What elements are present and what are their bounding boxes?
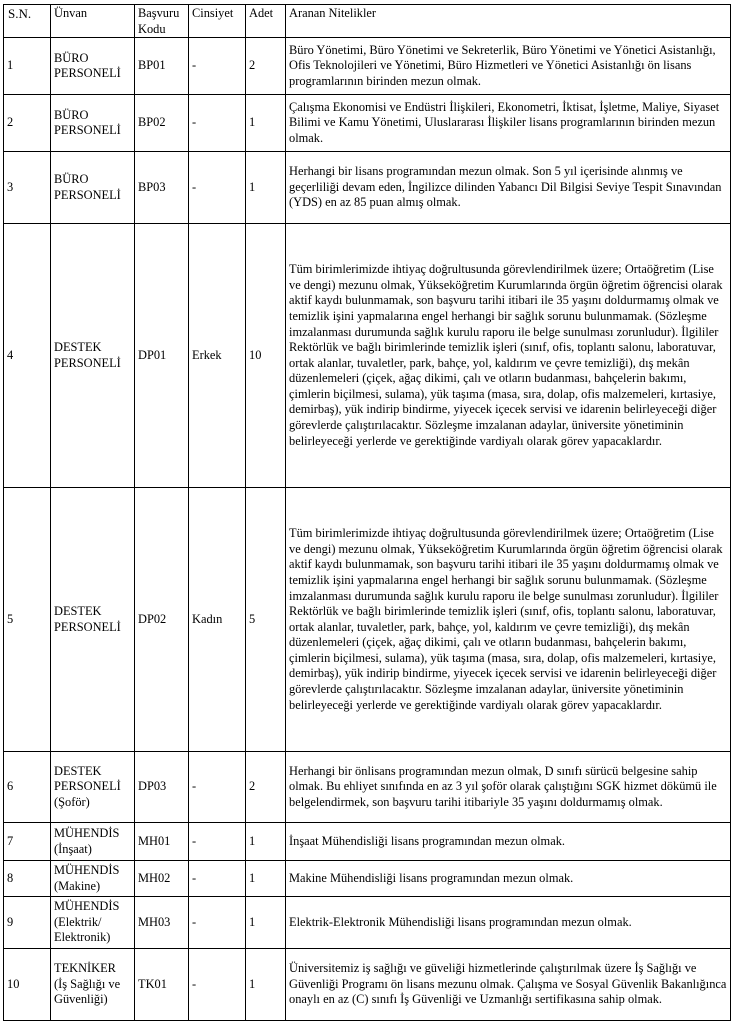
cell-sn: 1 [4, 38, 51, 95]
cell-count: 5 [246, 488, 286, 752]
cell-code: BP03 [135, 152, 189, 224]
cell-sn: 2 [4, 95, 51, 152]
cell-code: DP03 [135, 752, 189, 823]
cell-requirements: Büro Yönetimi, Büro Yönetimi ve Sekreterlik, Büro Yönetimi ve Yönetici Asistanlığı, Ofis Teknolojileri ve Yönetimi, Büro Hizmetleri ve Yönetici Asistanlığı ön lisans programlarının birinden mezun olmak. [286, 38, 731, 95]
cell-sn: 5 [4, 488, 51, 752]
cell-code: BP01 [135, 38, 189, 95]
cell-requirements: Üniversitemiz iş sağlığı ve güveliği hizmetlerinde çalıştırılmak üzere İş Sağlığı ve Güvenliği Programı ön lisans mezunu olmak. Çalışma ve Sosyal Güvenlik Bakanlığınca onaylı en az (C) sınıfı İş Güvenliği ve Uzmanlığı sertifikasına sahip olmak. [286, 949, 731, 1021]
cell-gender: - [189, 752, 246, 823]
cell-gender: - [189, 152, 246, 224]
cell-requirements: Herhangi bir lisans programından mezun olmak. Son 5 yıl içerisinde alınmış ve geçerliliği devam eden, İngilizce dilinden Yabancı Dil Bilgisi Seviye Tespit Sınavından (YDS) en az 85 puan almış olmak. [286, 152, 731, 224]
cell-count: 10 [246, 224, 286, 488]
table-row [4, 823, 731, 861]
cell-sn: 6 [4, 752, 51, 823]
cell-title: MÜHENDİS (Makine) [51, 861, 135, 897]
cell-gender: - [189, 949, 246, 1021]
cell-sn: 3 [4, 152, 51, 224]
positions-table [3, 4, 731, 1021]
cell-count: 1 [246, 861, 286, 897]
header-count: Adet [246, 5, 286, 38]
header-gender: Cinsiyet [189, 5, 246, 38]
cell-requirements: Tüm birimlerimizde ihtiyaç doğrultusunda görevlendirilmek üzere; Ortaöğretim (Lise ve dengi) mezunu olmak, Yükseköğretim Kurumlarında örgün öğretim öğrencisi olarak aktif kaydı bulunmamak, son başvuru tarihi itibari ile 35 yaşını doldurmamış olmak ve temizlik işini yapmalarına engel herhangi bir sağlık sorunu bulunmamak. (Sözleşme imzalanması durumunda sağlık kurulu raporu ile belge sunulması zorunludur). İlgililer Rektörlük ve bağlı birimlerinde temizlik işleri (sınıf, ofis, toplantı salonu, laboratuvar, ortak alanlar, tuvaletler, park, bahçe, yol, kaldırım ve çevre temizliği), dış mekân düzenlemeleri (çiçek, ağaç dikimi, çalı ve otların budanması, bahçelerin bakımı, çimlerin biçilmesi, sulama), yük taşıma (masa, sıra, dolap, ofis malzemeleri, kırtasiye, demirbaş), yük indirip bindirme, yiyecek içecek servisi ve idarenin belirleyeceği diğer görevlerde çalıştırılacaktır. Sözleşme imzalanan adaylar, üniversite yönetiminin belirleyeceği yerlerde ve gerektiğinde vardiyalı olarak görev yapacaklardır. [286, 488, 731, 752]
cell-requirements: İnşaat Mühendisliği lisans programından mezun olmak. [286, 823, 731, 861]
table-header-row [4, 5, 731, 38]
table-row [4, 752, 731, 823]
table-row [4, 95, 731, 152]
cell-requirements: Elektrik-Elektronik Mühendisliği lisans programından mezun olmak. [286, 897, 731, 949]
cell-title: TEKNİKER (İş Sağlığı ve Güvenliği) [51, 949, 135, 1021]
cell-count: 1 [246, 949, 286, 1021]
header-sn: S.N. [4, 5, 51, 38]
cell-sn: 8 [4, 861, 51, 897]
cell-requirements: Herhangi bir önlisans programından mezun olmak, D sınıfı sürücü belgesine sahip olmak. Bu ehliyet sınıfında en az 3 yıl şoför olarak çalıştığını SGK hizmet dökümü ile belgelendirmek, son başvuru tarihi itibariyle 35 yaşını doldurmamış olmak. [286, 752, 731, 823]
table-row [4, 488, 731, 752]
cell-sn: 9 [4, 897, 51, 949]
cell-count: 2 [246, 752, 286, 823]
table-row [4, 152, 731, 224]
table-row [4, 897, 731, 949]
cell-gender: Kadın [189, 488, 246, 752]
cell-requirements: Tüm birimlerimizde ihtiyaç doğrultusunda görevlendirilmek üzere; Ortaöğretim (Lise ve dengi) mezunu olmak, Yükseköğretim Kurumlarında örgün öğretim öğrencisi olarak aktif kaydı bulunmamak, son başvuru tarihi itibari ile 35 yaşını doldurmamış olmak ve temizlik işini yapmalarına engel herhangi bir sağlık sorunu bulunmamak. (Sözleşme imzalanması durumunda sağlık kurulu raporu ile belge sunulması zorunludur). İlgililer Rektörlük ve bağlı birimlerinde temizlik işleri (sınıf, ofis, toplantı salonu, laboratuvar, ortak alanlar, tuvaletler, park, bahçe, yol, kaldırım ve çevre temizliği), dış mekân düzenlemeleri (çiçek, ağaç dikimi, çalı ve otların budanması, bahçelerin bakımı, çimlerin biçilmesi, sulama), yük taşıma (masa, sıra, dolap, ofis malzemeleri, kırtasiye, demirbaş), yük indirip bindirme, yiyecek içecek servisi ve idarenin belirleyeceği diğer görevlerde çalıştırılacaktır. Sözleşme imzalanan adaylar, üniversite yönetiminin belirleyeceği yerlerde ve gerektiğinde vardiyalı olarak görev yapacaklardır. [286, 224, 731, 488]
cell-gender: - [189, 38, 246, 95]
cell-title: DESTEK PERSONELİ [51, 488, 135, 752]
cell-code: MH03 [135, 897, 189, 949]
cell-title: MÜHENDİS (Elektrik/ Elektronik) [51, 897, 135, 949]
cell-sn: 10 [4, 949, 51, 1021]
cell-sn: 4 [4, 224, 51, 488]
cell-count: 2 [246, 38, 286, 95]
cell-requirements: Çalışma Ekonomisi ve Endüstri İlişkileri, Ekonometri, İktisat, İşletme, Maliye, Siyaset Bilimi ve Kamu Yönetimi, Uluslararası İlişkiler lisans programlarının birinden mezun olmak. [286, 95, 731, 152]
cell-gender: - [189, 861, 246, 897]
cell-code: DP01 [135, 224, 189, 488]
cell-code: TK01 [135, 949, 189, 1021]
cell-title: BÜRO PERSONELİ [51, 38, 135, 95]
cell-title: BÜRO PERSONELİ [51, 95, 135, 152]
header-title: Ünvan [51, 5, 135, 38]
cell-code: DP02 [135, 488, 189, 752]
cell-code: MH01 [135, 823, 189, 861]
cell-title: DESTEK PERSONELİ [51, 224, 135, 488]
cell-code: BP02 [135, 95, 189, 152]
cell-count: 1 [246, 823, 286, 861]
cell-requirements: Makine Mühendisliği lisans programından mezun olmak. [286, 861, 731, 897]
cell-gender: - [189, 897, 246, 949]
cell-count: 1 [246, 152, 286, 224]
cell-title: BÜRO PERSONELİ [51, 152, 135, 224]
cell-title: DESTEK PERSONELİ (Şoför) [51, 752, 135, 823]
header-code: Başvuru Kodu [135, 5, 189, 38]
cell-title: MÜHENDİS (İnşaat) [51, 823, 135, 861]
table-row [4, 861, 731, 897]
cell-sn: 7 [4, 823, 51, 861]
cell-gender: - [189, 823, 246, 861]
table-row [4, 949, 731, 1021]
table-row [4, 38, 731, 95]
cell-count: 1 [246, 897, 286, 949]
cell-gender: - [189, 95, 246, 152]
table-row [4, 224, 731, 488]
cell-code: MH02 [135, 861, 189, 897]
cell-count: 1 [246, 95, 286, 152]
cell-gender: Erkek [189, 224, 246, 488]
header-requirements: Aranan Nitelikler [286, 5, 731, 38]
